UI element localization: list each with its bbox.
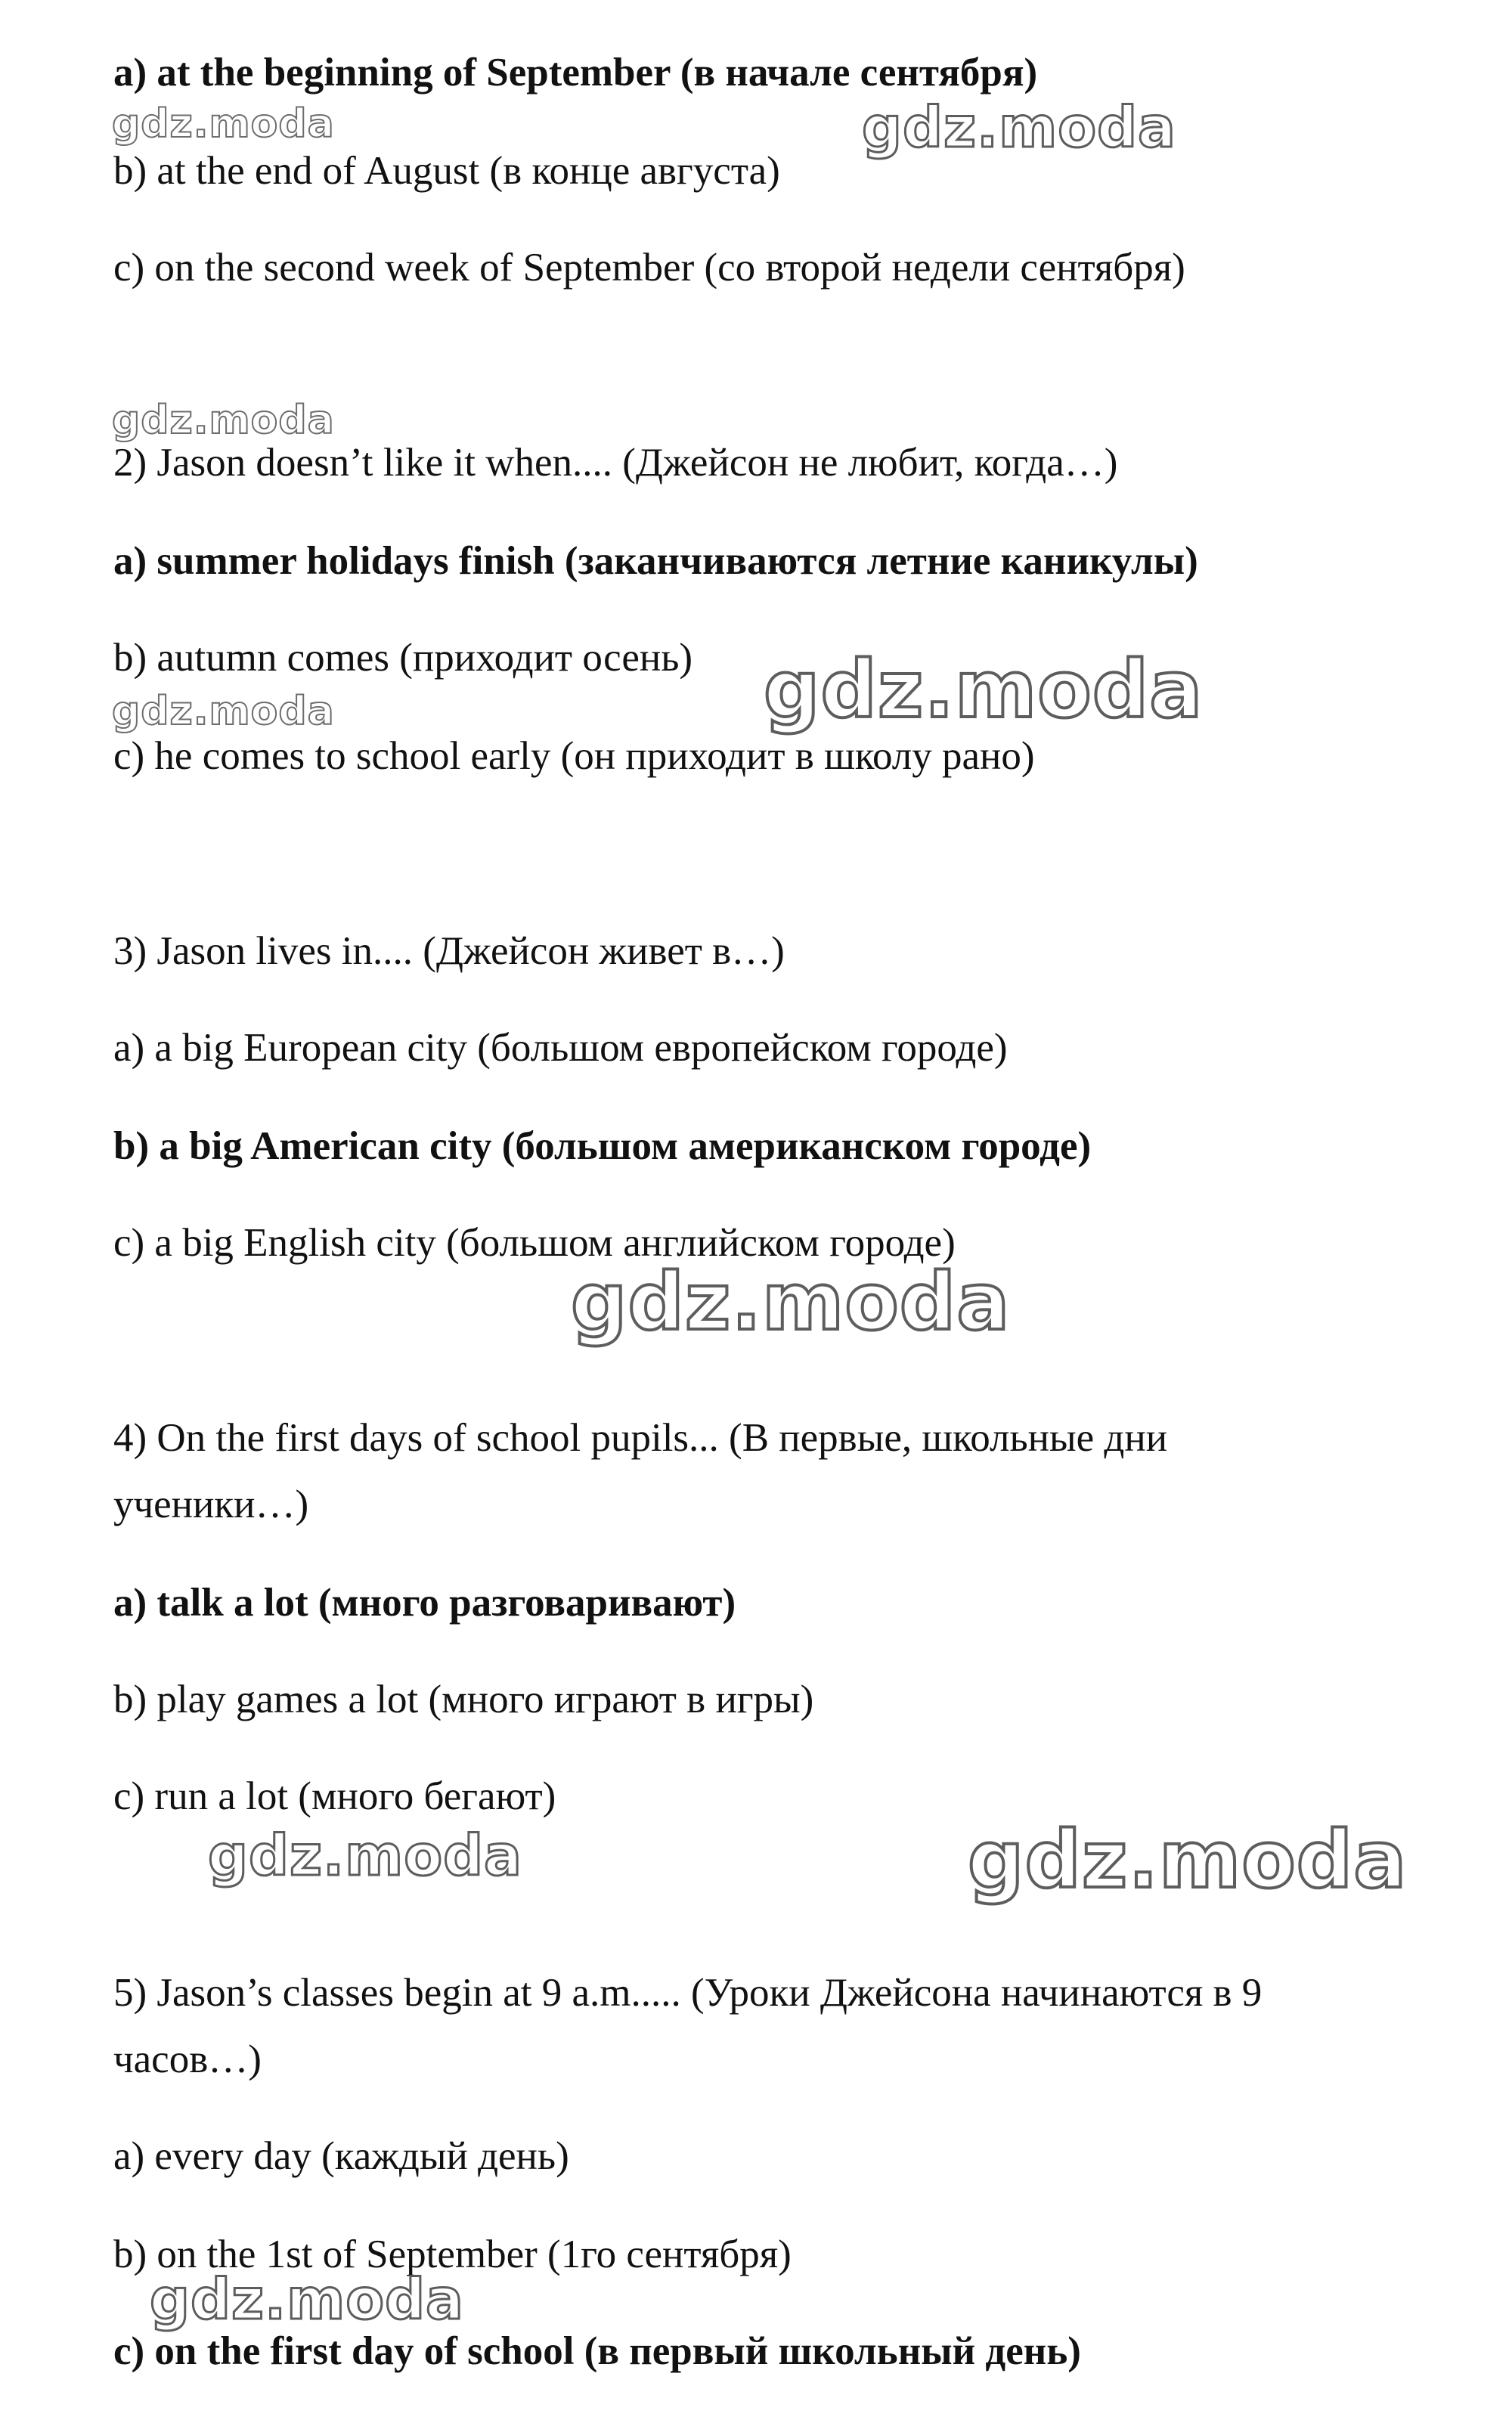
q2-option-c: c) he comes to school early (он приходит в школу рано) — [113, 734, 1035, 778]
watermark: gdz.moda — [112, 398, 335, 443]
q1-option-c: c) on the second week of September (со второй недели сентября) — [113, 246, 1185, 290]
q5-prompt-line-1: 5) Jason’s classes begin at 9 a.m..... (Уроки Джейсона начинаются в 9 — [113, 1971, 1263, 2015]
q4-prompt-line-1: 4) On the first days of school pupils... (В первые, школьные дни — [113, 1416, 1168, 1460]
q5-option-a: a) every day (каждый день) — [113, 2134, 569, 2178]
watermark: gdz.moda — [764, 643, 1204, 736]
q3-option-c: c) a big English city (большом английском городе) — [113, 1221, 956, 1265]
q5-option-c: c) on the first day of school (в первый школьный день) — [113, 2329, 1081, 2373]
watermark: gdz.moda — [208, 1823, 522, 1889]
q4-option-b: b) play games a lot (много играют в игры) — [113, 1678, 814, 1721]
watermark: gdz.moda — [112, 101, 335, 147]
watermark: gdz.moda — [862, 95, 1176, 160]
q5-option-b: b) on the 1st of September (1го сентября) — [113, 2232, 792, 2276]
q5-prompt-line-2: часов…) — [113, 2037, 262, 2081]
q1-option-a: a) at the beginning of September (в начале сентября) — [113, 51, 1038, 95]
q2-prompt: 2) Jason doesn’t like it when.... (Джейсон не любит, когда…) — [113, 441, 1118, 485]
q3-prompt: 3) Jason lives in.... (Джейсон живет в…) — [113, 929, 785, 973]
q2-option-b: b) autumn comes (приходит осень) — [113, 636, 693, 680]
watermark: gdz.moda — [150, 2267, 464, 2332]
q4-prompt-line-2: ученики…) — [113, 1483, 309, 1526]
q4-option-c: c) run a lot (много бегают) — [113, 1774, 556, 1818]
q1-option-b: b) at the end of August (в конце августа) — [113, 149, 780, 193]
q2-option-a: a) summer holidays finish (заканчиваются летние каникулы) — [113, 539, 1198, 583]
watermark: gdz.moda — [571, 1256, 1011, 1348]
watermark: gdz.moda — [968, 1814, 1408, 1906]
q4-option-a: a) talk a lot (много разговаривают) — [113, 1581, 736, 1625]
q3-option-b: b) a big American city (большом американском городе) — [113, 1124, 1092, 1168]
q3-option-a: a) a big European city (большом европейском городе) — [113, 1026, 1008, 1070]
watermark: gdz.moda — [112, 689, 335, 734]
